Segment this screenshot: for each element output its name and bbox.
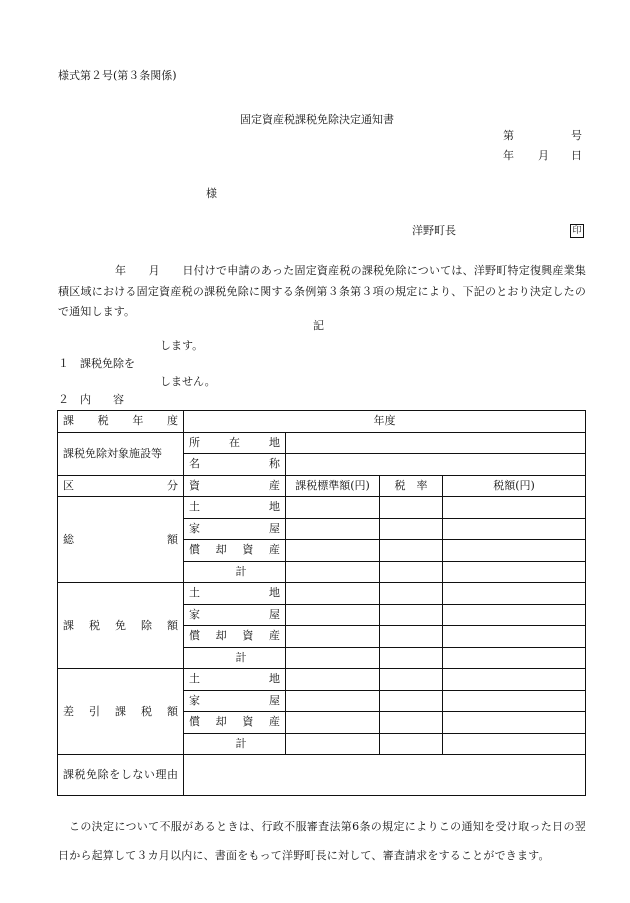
tax-exemption-table	[57, 410, 586, 796]
col-rate-header: 税 率	[380, 475, 443, 497]
row-label: 家屋	[184, 604, 286, 626]
cell-tax	[443, 604, 586, 626]
cell-tax	[443, 712, 586, 734]
reason-value	[184, 755, 586, 796]
facility-label: 課税免除対象施設等	[58, 432, 184, 475]
cell-base	[286, 733, 380, 755]
col-tax-header: 税額(円)	[443, 475, 586, 497]
issuer-name: 洋野町長	[412, 224, 456, 237]
group-label-net: 差引課税額	[58, 669, 184, 755]
group-label-total: 総額	[58, 497, 184, 583]
item1-option-no: しません。	[160, 375, 216, 388]
location-value	[286, 432, 586, 454]
cell-base	[286, 518, 380, 540]
cell-base	[286, 540, 380, 562]
row-label: 償却資産	[184, 712, 286, 734]
row-label: 償却資産	[184, 626, 286, 648]
cell-tax	[443, 626, 586, 648]
row-label: 家屋	[184, 690, 286, 712]
cell-tax	[443, 518, 586, 540]
section-label: 区分	[58, 475, 184, 497]
date-year: 年	[503, 149, 514, 162]
cell-base	[286, 583, 380, 605]
date-day: 日	[571, 149, 582, 162]
fiscal-year-value: 年度	[184, 411, 586, 433]
item2-number: ２	[58, 393, 69, 406]
cell-rate	[380, 669, 443, 691]
cell-rate	[380, 497, 443, 519]
group-label-exemption: 課税免除額	[58, 583, 184, 669]
location-label: 所在地	[184, 432, 286, 454]
name-value	[286, 454, 586, 476]
reason-label: 課税免除をしない理由	[58, 755, 184, 796]
fiscal-year-label: 課税年度	[58, 411, 184, 433]
cell-base	[286, 626, 380, 648]
cell-base	[286, 690, 380, 712]
doc-number-suffix: 号	[571, 129, 582, 142]
cell-tax	[443, 690, 586, 712]
cell-tax	[443, 583, 586, 605]
cell-rate	[380, 647, 443, 669]
date-month: 月	[538, 149, 549, 162]
document-title: 固定資産税課税免除決定通知書	[240, 113, 394, 126]
name-label: 名称	[184, 454, 286, 476]
row-label: 償却資産	[184, 540, 286, 562]
cell-tax	[443, 733, 586, 755]
cell-rate	[380, 540, 443, 562]
item1-label: 課税免除を	[80, 357, 135, 370]
ki-heading: 記	[313, 319, 324, 332]
cell-rate	[380, 583, 443, 605]
cell-rate	[380, 518, 443, 540]
row-label: 土地	[184, 583, 286, 605]
row-label-subtotal: 計	[184, 561, 286, 583]
body-paragraph: 年 月 日付けで申請のあった固定資産税の課税免除については、洋野町特定復興産業集積区域における固定資産税の課税免除に関する条例第３条第３項の規定により、下記のとおり決定したので通知します。	[58, 264, 586, 318]
row-label-subtotal: 計	[184, 733, 286, 755]
cell-rate	[380, 712, 443, 734]
row-label: 土地	[184, 669, 286, 691]
cell-base	[286, 712, 380, 734]
seal-stamp: 印	[570, 224, 584, 238]
cell-rate	[380, 733, 443, 755]
row-label: 土地	[184, 497, 286, 519]
cell-tax	[443, 561, 586, 583]
cell-tax	[443, 540, 586, 562]
cell-tax	[443, 647, 586, 669]
cell-base	[286, 561, 380, 583]
doc-number-prefix: 第	[503, 129, 514, 142]
item1-number: １	[58, 357, 69, 370]
cell-tax	[443, 669, 586, 691]
cell-rate	[380, 690, 443, 712]
item1-option-yes: します。	[160, 339, 204, 352]
cell-rate	[380, 561, 443, 583]
footer-notice: この決定について不服があるときは、行政不服審査法第6条の規定によりこの通知を受け取った日の翌日から起算して３カ月以内に、書面をもって洋野町長に対して、審査請求をすることができます。	[58, 820, 586, 862]
form-number: 様式第２号(第３条関係)	[58, 69, 177, 82]
cell-tax	[443, 497, 586, 519]
col-base-header: 課税標準額(円)	[286, 475, 380, 497]
row-label-subtotal: 計	[184, 647, 286, 669]
row-label: 家屋	[184, 518, 286, 540]
cell-rate	[380, 604, 443, 626]
cell-base	[286, 497, 380, 519]
asset-label: 資産	[184, 475, 286, 497]
addressee-suffix: 様	[206, 187, 217, 200]
cell-rate	[380, 626, 443, 648]
cell-base	[286, 647, 380, 669]
cell-base	[286, 604, 380, 626]
item2-label: 内 容	[80, 393, 124, 406]
cell-base	[286, 669, 380, 691]
